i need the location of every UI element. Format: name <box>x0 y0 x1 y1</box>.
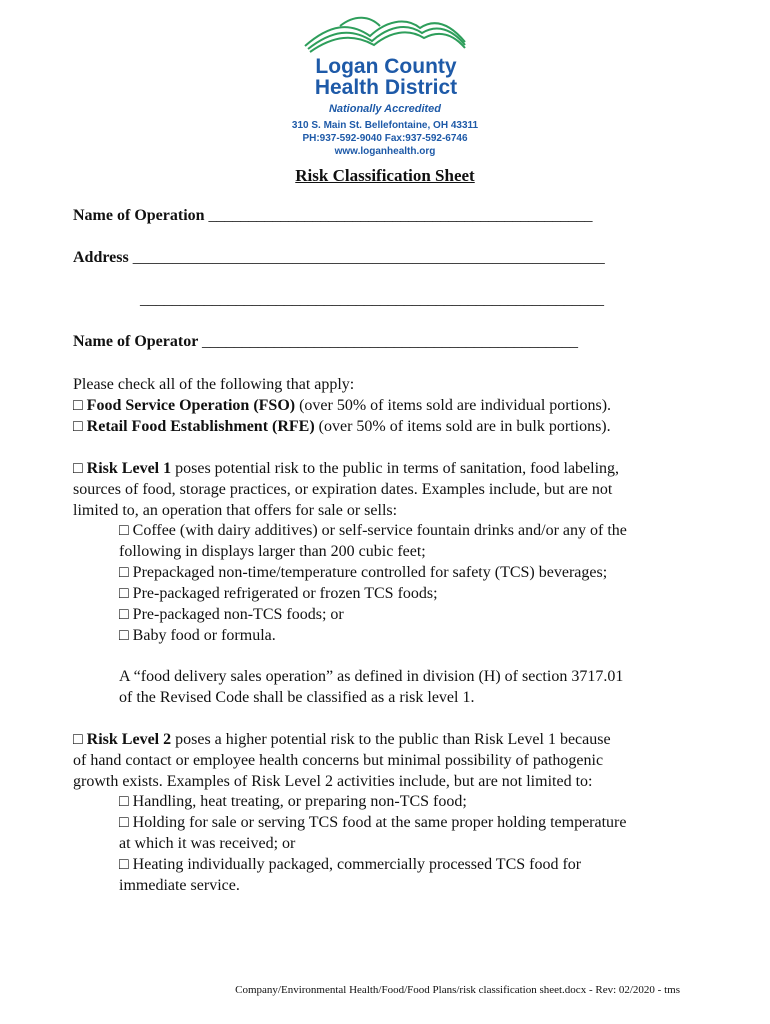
risk1-checkbox[interactable]: □ <box>73 460 83 477</box>
address-field[interactable] <box>73 249 605 267</box>
address-blank-line2[interactable]: __________________________________________________________ <box>140 291 604 308</box>
operation-name-blank[interactable]: ________________________________________________ <box>208 207 593 224</box>
risk1-item: □ Prepackaged non-time/temperature controlled for safety (TCS) beverages; <box>119 564 608 581</box>
risk1-text-line2: sources of food, storage practices, or expiration dates. Examples include, but are not <box>73 481 613 498</box>
risk1-item: □ Pre-packaged refrigerated or frozen TCS foods; <box>119 585 438 602</box>
risk1-note-line2: of the Revised Code shall be classified as a risk level 1. <box>119 689 475 706</box>
rfe-description: (over 50% of items sold are in bulk portions). <box>314 418 611 435</box>
risk1-item: □ Baby food or formula. <box>119 627 276 644</box>
rfe-label: Retail Food Establishment (RFE) <box>86 418 315 435</box>
operator-name-blank[interactable]: _______________________________________________ <box>202 333 578 350</box>
risk1-note-line1: A “food delivery sales operation” as defined in division (H) of section 3717.01 <box>119 668 624 685</box>
risk1-text-line3: limited to, an operation that offers for sale or sells: <box>73 502 398 519</box>
operator-name-field[interactable] <box>73 333 578 351</box>
risk1-option[interactable] <box>73 458 619 479</box>
rfe-checkbox[interactable]: □ <box>73 418 83 435</box>
address-label: Address <box>73 249 129 266</box>
document-title: Risk Classification Sheet <box>295 166 475 185</box>
risk2-label: Risk Level 2 <box>86 731 172 748</box>
org-website: www.loganhealth.org <box>334 146 436 157</box>
risk1-item: following in displays larger than 200 cubic feet; <box>119 543 426 560</box>
org-name-line1: Logan County <box>315 55 457 78</box>
risk1-item: □ Pre-packaged non-TCS foods; or <box>119 606 344 623</box>
org-phone-fax: PH:937-592-9040 Fax:937-592-6746 <box>302 133 468 144</box>
risk2-text-line1: poses a higher potential risk to the public than Risk Level 1 because <box>171 731 611 748</box>
risk1-text-line1: poses potential risk to the public in terms of sanitation, food labeling, <box>171 460 620 477</box>
address-field-line2[interactable] <box>140 291 604 309</box>
operation-name-label: Name of Operation <box>73 207 205 224</box>
risk2-text-line2: of hand contact or employee health concerns but minimal possibility of pathogenic <box>73 752 604 769</box>
organization-name <box>296 56 476 98</box>
risk2-item: □ Handling, heat treating, or preparing non-TCS food; <box>119 793 467 810</box>
risk2-text-line3: growth exists. Examples of Risk Level 2 activities include, but are not limited to: <box>73 773 593 790</box>
fso-option[interactable] <box>73 395 611 416</box>
check-intro: Please check all of the following that apply: <box>73 376 355 393</box>
rfe-option[interactable] <box>73 416 611 437</box>
risk1-item: □ Coffee (with dairy additives) or self-service fountain drinks and/or any of the <box>119 522 627 539</box>
risk2-checkbox[interactable]: □ <box>73 731 83 748</box>
address-blank[interactable]: ___________________________________________________________ <box>132 249 605 266</box>
risk2-item: immediate service. <box>119 877 240 894</box>
risk2-item: □ Holding for sale or serving TCS food at the same proper holding temperature <box>119 814 627 831</box>
risk2-item: at which it was received; or <box>119 835 296 852</box>
fso-label: Food Service Operation (FSO) <box>86 397 296 414</box>
org-address: 310 S. Main St. Bellefontaine, OH 43311 <box>291 120 479 131</box>
document-footer: Company/Environmental Health/Food/Food Plans/risk classification sheet.docx - Rev: 02/2020 - tms <box>235 984 680 996</box>
risk2-item: □ Heating individually packaged, commercially processed TCS food for <box>119 856 582 873</box>
operator-name-label: Name of Operator <box>73 333 198 350</box>
fso-description: (over 50% of items sold are individual portions). <box>295 397 612 414</box>
logo-mountains-icon <box>300 14 470 54</box>
risk2-option[interactable] <box>73 729 611 750</box>
operation-name-field[interactable] <box>73 207 593 225</box>
fso-checkbox[interactable]: □ <box>73 397 83 414</box>
risk1-label: Risk Level 1 <box>86 460 172 477</box>
accreditation-tagline: Nationally Accredited <box>328 103 442 115</box>
org-name-line2: Health District <box>314 76 458 99</box>
